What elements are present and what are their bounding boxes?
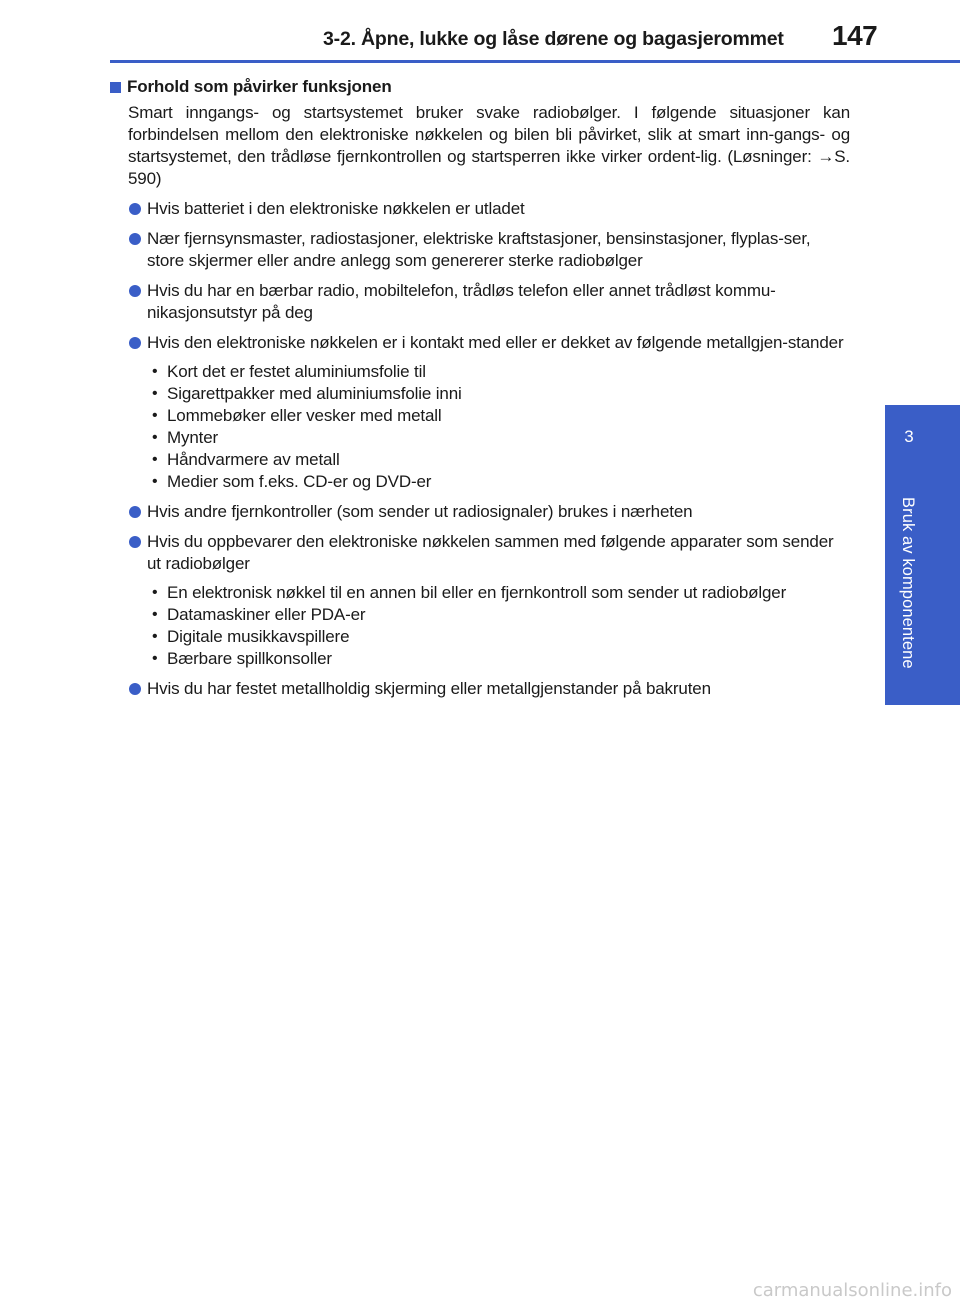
chapter-label: Bruk av komponentene <box>899 497 917 669</box>
header-title: 3-2. Åpne, lukke og låse dørene og bagasjerommet <box>323 28 784 50</box>
circle-bullet-icon <box>129 683 141 695</box>
circle-bullet-icon <box>129 337 141 349</box>
watermark: carmanualsonline.info <box>752 1280 952 1301</box>
square-bullet-icon <box>110 82 121 93</box>
small-dot-icon: • <box>152 584 158 601</box>
small-dot-icon: • <box>152 650 158 667</box>
sub-list-item <box>147 361 850 383</box>
sub-list-item <box>147 626 850 648</box>
list-item <box>110 501 850 523</box>
chapter-number: 3 <box>904 427 914 446</box>
sub-item-text: Datamaskiner eller PDA-er <box>167 605 366 624</box>
small-dot-icon: • <box>152 429 158 446</box>
small-dot-icon: • <box>152 606 158 623</box>
condition-list <box>110 198 850 700</box>
sub-list-item <box>147 604 850 626</box>
page-number: 147 <box>832 20 878 51</box>
chapter-side-tab <box>885 405 960 705</box>
sub-list <box>147 582 850 670</box>
sub-item-text: En elektronisk nøkkel til en annen bil eller en fjernkontroll som sender ut radiobølger <box>167 583 787 602</box>
sub-list-item <box>147 449 850 471</box>
small-dot-icon: • <box>152 451 158 468</box>
circle-bullet-icon <box>129 506 141 518</box>
small-dot-icon: • <box>152 363 158 380</box>
sub-list-item <box>147 383 850 405</box>
sub-list-item <box>147 427 850 449</box>
sub-list <box>147 361 850 493</box>
sub-item-text: Bærbare spillkonsoller <box>167 649 332 668</box>
circle-bullet-icon <box>129 233 141 245</box>
list-item <box>110 531 850 670</box>
sub-list-item <box>147 582 850 604</box>
sub-item-text: Medier som f.eks. CD-er og DVD-er <box>167 472 432 491</box>
small-dot-icon: • <box>152 628 158 645</box>
list-item <box>110 280 850 324</box>
section-heading <box>110 76 850 98</box>
list-item <box>110 332 850 493</box>
section-heading-text: Forhold som påvirker funksjonen <box>127 77 392 96</box>
list-item <box>110 678 850 700</box>
small-dot-icon: • <box>152 473 158 490</box>
sub-list-item <box>147 471 850 493</box>
header-rule <box>110 60 960 63</box>
small-dot-icon: • <box>152 407 158 424</box>
sub-item-text: Mynter <box>167 428 219 447</box>
sub-item-text: Sigarettpakker med aluminiumsfolie inni <box>167 384 462 403</box>
sub-list-item <box>147 648 850 670</box>
sub-item-text: Kort det er festet aluminiumsfolie til <box>167 362 426 381</box>
list-item-text: Hvis den elektroniske nøkkelen er i kontakt med eller er dekket av følgende metallgjen-stander <box>147 333 844 352</box>
sub-item-text: Håndvarmere av metall <box>167 450 340 469</box>
list-item-text: Hvis andre fjernkontroller (som sender ut radiosignaler) brukes i nærheten <box>147 502 693 521</box>
list-item-text: Hvis du oppbevarer den elektroniske nøkkelen sammen med følgende apparater som sender ut radiobølger <box>147 532 834 573</box>
circle-bullet-icon <box>129 536 141 548</box>
list-item-text: Nær fjernsynsmaster, radiostasjoner, elektriske kraftstasjoner, bensinstasjoner, flyplas-ser, store skjermer eller andre anlegg som genererer sterke radiobølger <box>147 229 811 270</box>
circle-bullet-icon <box>129 285 141 297</box>
list-item-text: Hvis batteriet i den elektroniske nøkkelen er utladet <box>147 199 525 218</box>
list-item-text: Hvis du har en bærbar radio, mobiltelefon, trådløs telefon eller annet trådløst kommu-nikasjonsutstyr på deg <box>147 281 776 322</box>
main-content <box>110 76 850 700</box>
list-item-text: Hvis du har festet metallholdig skjerming eller metallgjenstander på bakruten <box>147 679 711 698</box>
section-intro: Smart inngangs- og startsystemet bruker svake radiobølger. I følgende situasjoner kan forbindelsen mellom den elektroniske nøkkelen og bilen bli påvirket, slik at smart inn-gangs- og startsystemet, den trådløse fjernkontrollen og startsperren ikke virker ordent-lig. (Løsninger: →S. 590) <box>128 103 850 188</box>
sub-list-item <box>147 405 850 427</box>
small-dot-icon: • <box>152 385 158 402</box>
sub-item-text: Digitale musikkavspillere <box>167 627 350 646</box>
list-item <box>110 228 850 272</box>
sub-item-text: Lommebøker eller vesker med metall <box>167 406 442 425</box>
circle-bullet-icon <box>129 203 141 215</box>
list-item <box>110 198 850 220</box>
